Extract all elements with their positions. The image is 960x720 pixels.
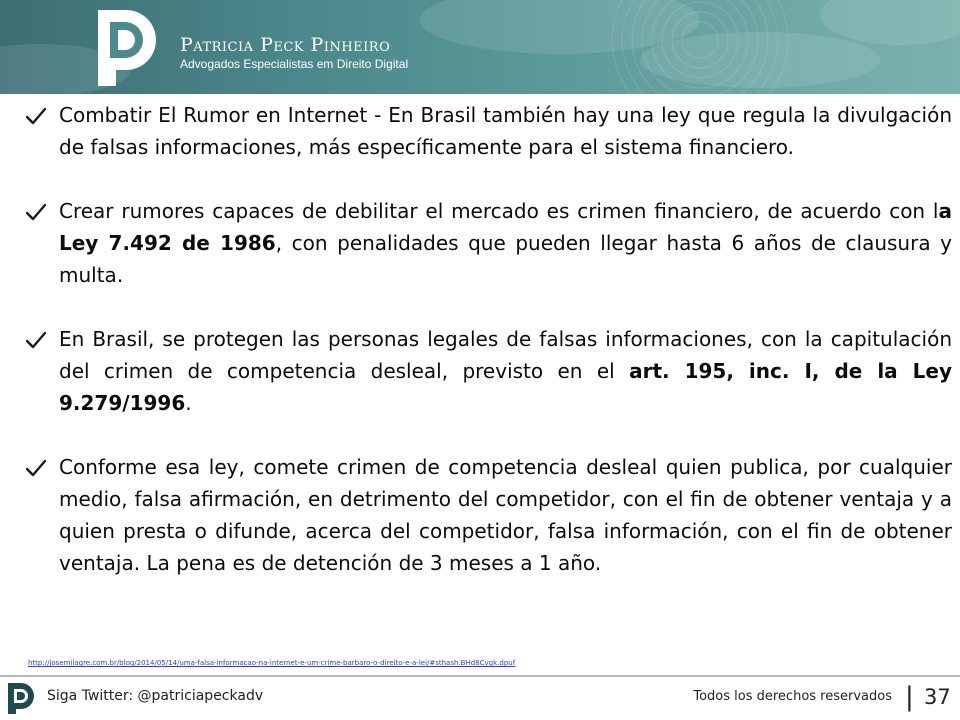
copyright-notice: Todos los derechos reservados <box>693 689 892 704</box>
pp-footer-logo-icon <box>6 681 38 715</box>
brand <box>180 34 408 71</box>
bullet-text: . <box>185 391 192 415</box>
bullet-item <box>26 323 952 419</box>
footer-divider <box>0 675 960 677</box>
brand-name: Patricia Peck Pinheiro <box>180 34 391 56</box>
header-banner <box>0 0 960 94</box>
checkmark-icon <box>26 331 46 349</box>
bullet-item <box>26 99 952 163</box>
page-separator: | <box>905 682 914 712</box>
bullet-text: En Brasil, se protegen las personas legales de falsas informaciones, con la capitulación del crimen de competencia desleal, previsto en el <box>59 327 952 383</box>
bullet-text: , con penalidades que pueden llegar hasta 6 años de clausura y multa. <box>59 231 952 287</box>
bullet-text-bold: a Ley 7.492 de 1986 <box>59 199 952 255</box>
checkmark-icon <box>26 203 46 221</box>
brand-tagline: Advogados Especialistas em Direito Digital <box>180 57 409 71</box>
bullet-text: Combatir El Rumor en Internet - En Brasil también hay una ley que regula la divulgación de falsas informaciones, más específicamente para el sistema financiero. <box>59 103 952 159</box>
bullet-item <box>26 451 952 579</box>
bullet-text: Conforme esa ley, comete crimen de competencia desleal quien publica, por cualquier medio, falsa afirmación, en detrimento del competidor, con el fin de obtener ventaja y a quien presta o difunde, acerca del competidor, falsa información, con el fin de obtener ventaja. La pena es de detención de 3 meses a 1 año. <box>59 455 952 575</box>
page-number: 37 <box>924 685 951 709</box>
pp-logo-icon <box>92 6 164 90</box>
bullet-item <box>26 195 952 291</box>
bullet-text-bold: art. 195, inc. I, de la Ley 9.279/1996 <box>59 359 952 415</box>
checkmark-icon <box>26 459 46 477</box>
bullet-list <box>26 99 952 579</box>
twitter-handle[interactable]: Siga Twitter: @patriciapeckadv <box>47 688 264 704</box>
checkmark-icon <box>26 107 46 125</box>
bullet-text: Crear rumores capaces de debilitar el mercado es crimen financiero, de acuerdo con l <box>59 199 939 223</box>
source-link[interactable]: http://josemilagre.com.br/blog/2014/05/14/uma-falsa-informacao-na-internet-e-um-crime-barbaro-o-direito-e-a-lei/#sthash.BHd8Cvgk.dpuf <box>28 659 516 667</box>
